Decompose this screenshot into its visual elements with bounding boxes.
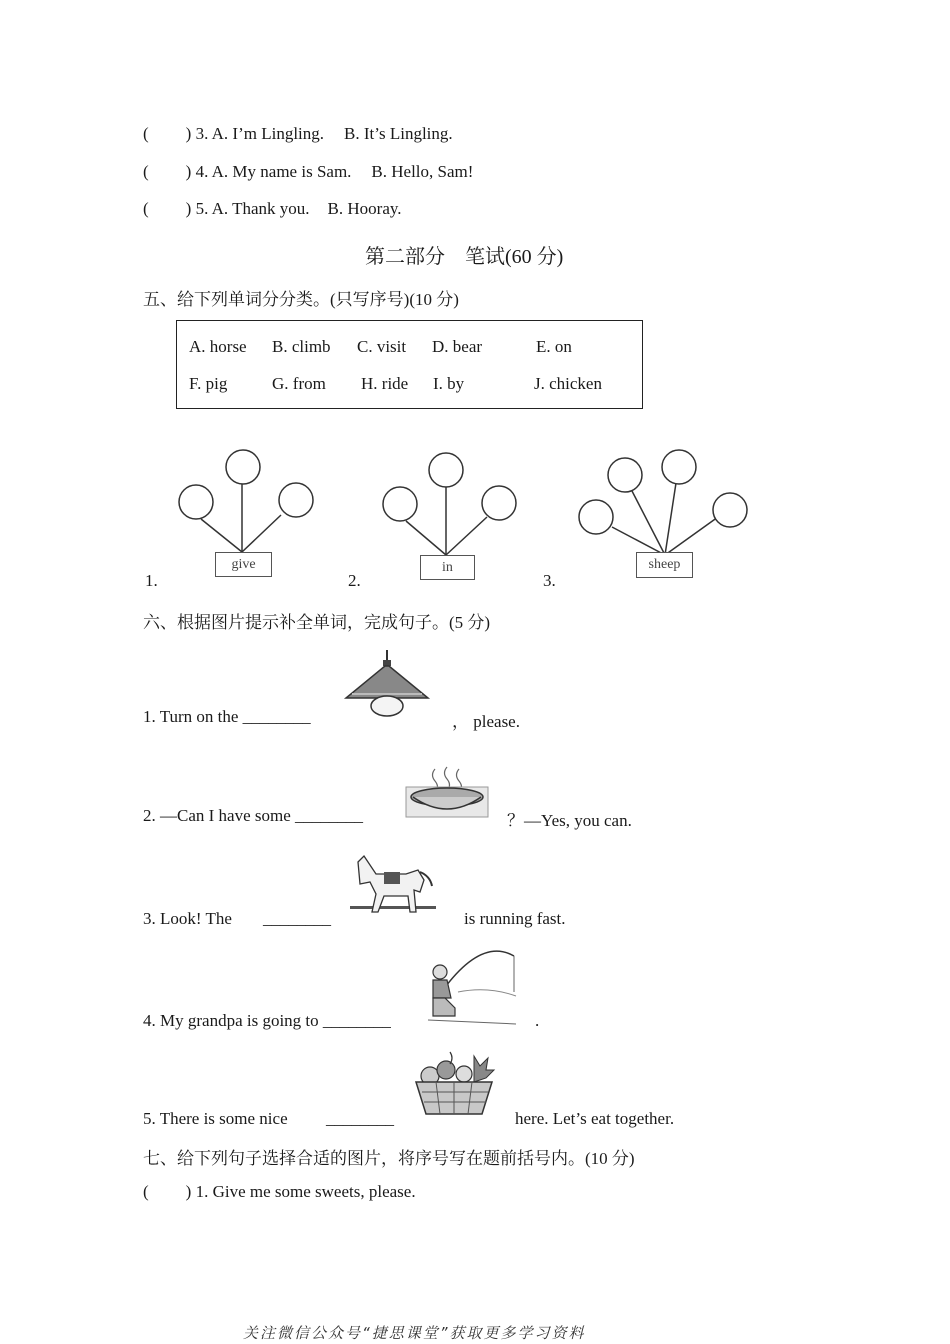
sentence-2-pre: 2. —Can I have some ________	[143, 806, 364, 825]
listening-item-3: ( ) 3. A. I’m Lingling. B. It’s Lingling.	[143, 124, 453, 143]
lamp-icon	[342, 648, 432, 718]
answer-circle[interactable]	[226, 450, 260, 484]
diagram-3-number: 3.	[543, 571, 556, 590]
answer-circle[interactable]	[279, 483, 313, 517]
word-a: A. horse	[189, 337, 247, 356]
word-i: I. by	[433, 374, 465, 393]
soup-icon	[405, 765, 490, 820]
answer-circle[interactable]	[482, 486, 516, 520]
sentence-5-post: here. Let’s eat together.	[515, 1109, 675, 1128]
sentence-1-post: ， please.	[452, 712, 520, 731]
fishing-icon	[428, 948, 518, 1028]
sentence-4-pre: 4. My grandpa is going to ________	[143, 1011, 391, 1030]
diagram-3-label: sheep	[636, 552, 693, 578]
sentence-2-post: ？—Yes, you can.	[507, 811, 632, 830]
answer-circle[interactable]	[383, 487, 417, 521]
word-j: J. chicken	[534, 374, 602, 393]
listening-item-4: ( ) 4. A. My name is Sam. B. Hello, Sam!	[143, 162, 474, 181]
word-f: F. pig	[189, 374, 228, 393]
word-g: G. from	[272, 374, 326, 393]
answer-circle[interactable]	[179, 485, 213, 519]
sentence-1-pre: 1. Turn on the ________	[143, 707, 311, 726]
section7-heading: 七、给下列句子选择合适的图片，将序号写在题前括号内。(10 分)	[143, 1149, 635, 1168]
section7-item-1: ( ) 1. Give me some sweets, please.	[143, 1182, 416, 1201]
diagram-1-label: give	[215, 552, 272, 577]
answer-paren[interactable]: (	[143, 162, 149, 181]
answer-circle[interactable]	[662, 450, 696, 484]
word-e: E. on	[536, 337, 572, 356]
answer-paren[interactable]: (	[143, 199, 149, 218]
listening-item-5: ( ) 5. A. Thank you. B. Hooray.	[143, 199, 402, 218]
sentence-5-pre: 5. There is some nice	[143, 1109, 288, 1128]
word-c: C. visit	[357, 337, 407, 356]
sentence-5-blank[interactable]: ________	[326, 1109, 394, 1128]
section5-heading: 五、给下列单词分分类。(只写序号)(10 分)	[143, 290, 459, 309]
fruit-basket-icon	[412, 1050, 497, 1118]
sentence-4-post: .	[535, 1011, 540, 1030]
diagram-2-label: in	[420, 555, 475, 580]
word-d: D. bear	[432, 337, 483, 356]
answer-circle[interactable]	[608, 458, 642, 492]
sentence-3-post: is running fast.	[464, 909, 566, 928]
part2-title: 第二部分 笔试(60 分)	[365, 246, 564, 268]
sentence-3-blank[interactable]: ________	[263, 909, 331, 928]
section6-heading: 六、根据图片提示补全单词，完成句子。(5 分)	[143, 613, 491, 632]
word-bank	[176, 320, 643, 409]
answer-paren[interactable]: (	[143, 1182, 149, 1201]
answer-circle[interactable]	[713, 493, 747, 527]
word-h: H. ride	[361, 374, 409, 393]
answer-circle[interactable]	[429, 453, 463, 487]
answer-paren[interactable]: (	[143, 124, 149, 143]
sentence-3-pre: 3. Look! The	[143, 909, 232, 928]
answer-circle[interactable]	[579, 500, 613, 534]
footer-note: 关注微信公众号“捷思课堂”获取更多学习资料	[243, 1324, 586, 1342]
diagram-2-number: 2.	[348, 571, 361, 590]
horse-icon	[348, 852, 438, 922]
word-b: B. climb	[272, 337, 331, 356]
diagram-1-number: 1.	[145, 571, 158, 590]
